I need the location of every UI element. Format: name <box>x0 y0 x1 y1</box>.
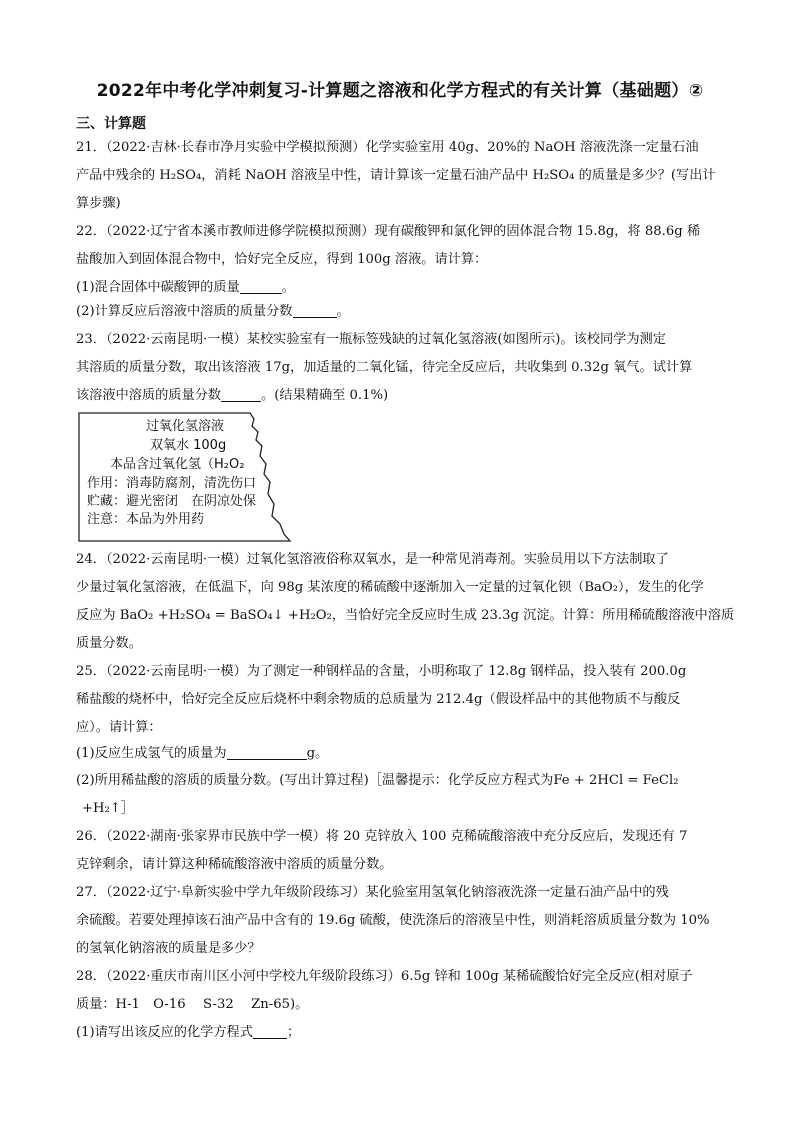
q23-line-3 <box>76 387 388 405</box>
q23-line-1: 23．（2022·云南昆明·一模）某校实验室有一瓶标签残缺的过氧化氢溶液(如图所示)。该校同学为测定 <box>76 332 666 347</box>
q25-sub-2: (2)所用稀盐酸的溶质的质量分数。(写出计算过程)［温馨提示：化学反应方程式为Fe + 2HCl = FeCl₂ <box>76 773 679 788</box>
q28-sub-1 <box>76 1024 300 1042</box>
q22-line-2: 盐酸加入到固体混合物中，恰好完全反应，得到 100g 溶液。请计算： <box>76 252 488 267</box>
q22-sub-2-text: (2)计算反应后溶液中溶质的质量分数 <box>76 304 293 319</box>
q22-sub-1: (1)混合固体中碳酸钾的质量 。 <box>76 280 295 295</box>
q28-sub-1-tail: ； <box>286 1025 301 1040</box>
q22-sub-1-text: (1)混合固体中碳酸钾的质量 <box>76 280 240 295</box>
label-spec: 双氧水 100g <box>150 438 227 453</box>
q25-line-3: 应）。请计算： <box>76 720 162 735</box>
label-use: 作用：消毒防腐剂，清洗伤口 <box>87 476 257 491</box>
label-content: 本品含过氧化氢（H₂O₂ <box>110 457 245 472</box>
q26-line-1: 26．（2022·湖南·张家界市民族中学一模）将 20 克锌放入 100 克稀硫酸溶液中充分反应后，发现还有 7 <box>76 829 688 844</box>
q25-sub-2-cont: +H₂↑］ <box>82 801 135 816</box>
q23-line-2: 其溶质的质量分数，取出该溶液 17g，加适量的二氧化锰，待完全反应后，共收集到 0.32g 氧气。试计算 <box>76 360 693 375</box>
bottle-label-figure <box>78 412 294 542</box>
label-product-name: 过氧化氢溶液 <box>146 419 225 434</box>
q28-line-1: 28．（2022·重庆市南川区小河中学校九年级阶段练习）6.5g 锌和 100g 某稀硫酸恰好完全反应(相对原子 <box>76 969 693 984</box>
q22-line-1: 22．（2022·辽宁省本溪市教师进修学院模拟预测）现有碳酸钾和氯化钾的固体混合物 15.8g，将 88.6g 稀 <box>76 224 701 239</box>
q25-line-1: 25．（2022·云南昆明·一模）为了测定一种钢样品的含量，小明称取了 12.8g 钢样品，投入装有 200.0g <box>76 664 687 679</box>
label-note: 注意：本品为外用药 <box>87 512 205 527</box>
q28-sub-1-text: (1)请写出该反应的化学方程式 <box>76 1025 253 1040</box>
q25-sub-1-text: (1)反应生成氢气的质量为 <box>76 746 227 761</box>
q22-sub-2: (2)计算反应后溶液中溶质的质量分数 。 <box>76 304 350 319</box>
q21-line-1: 21．（2022·吉林·长春市净月实验中学模拟预测）化学实验室用 40g、20%的 NaOH 溶液洗涤一定量石油 <box>76 140 699 155</box>
q24-line-4: 质量分数。 <box>76 636 142 651</box>
answer-blank[interactable] <box>227 745 307 760</box>
label-storage: 贮藏：避光密闭 在阴凉处保 <box>87 494 257 509</box>
answer-blank[interactable] <box>253 1024 287 1039</box>
q25-sub-1-unit: g。 <box>306 746 329 761</box>
q26-line-2: 克锌剩余，请计算这种稀硫酸溶液中溶质的质量分数。 <box>76 857 393 872</box>
q28-line-2: 质量：H-1 O-16 S-32 Zn-65)。 <box>76 997 309 1012</box>
q27-line-1: 27．（2022·辽宁·阜新实验中学九年级阶段练习）某化验室用氢氧化钠溶液洗涤一定量石油产品中的残 <box>76 885 669 900</box>
answer-blank[interactable] <box>240 279 282 294</box>
q27-line-2: 余硫酸。若要处理掉该石油产品中含有的 19.6g 硫酸，使洗涤后的溶液呈中性，则消耗溶质质量分数为 10% <box>76 913 710 928</box>
q25-sub-1 <box>76 745 328 763</box>
answer-blank[interactable] <box>221 387 261 402</box>
q21-line-3: 算步骤) <box>76 196 121 211</box>
q23-line-3-text: 该溶液中溶质的质量分数 <box>76 388 222 403</box>
q25-line-2: 稀盐酸的烧杯中，恰好完全反应后烧杯中剩余物质的总质量为 212.4g（假设样品中的其他物质不与酸反 <box>76 692 681 707</box>
section-heading: 三、计算题 <box>76 116 146 132</box>
q21-line-2: 产品中残余的 H₂SO₄，消耗 NaOH 溶液呈中性，请计算该一定量石油产品中 H₂SO₄ 的质量是多少？(写出计 <box>76 168 716 183</box>
q27-line-3: 的氢氧化钠溶液的质量是多少？ <box>76 941 261 956</box>
document-title: 2022年中考化学冲刺复习-计算题之溶液和化学方程式的有关计算（基础题）② <box>96 81 704 101</box>
q24-line-2: 少量过氧化氢溶液，在低温下，向 98g 某浓度的稀硫酸中逐渐加入一定量的过氧化钡（BaO₂），发生的化学 <box>76 580 704 595</box>
answer-blank[interactable] <box>293 303 337 318</box>
q24-line-3: 反应为 BaO₂ +H₂SO₄ = BaSO₄↓ +H₂O₂，当恰好完全反应时生成 23.3g 沉淀。计算：所用稀硫酸溶液中溶质 <box>76 608 735 623</box>
q23-line-3-tail: 。(结果精确至 0.1%) <box>261 388 389 403</box>
q24-line-1: 24．（2022·云南昆明·一模）过氧化氢溶液俗称双氧水，是一种常见消毒剂。实验员用以下方法制取了 <box>76 552 669 567</box>
